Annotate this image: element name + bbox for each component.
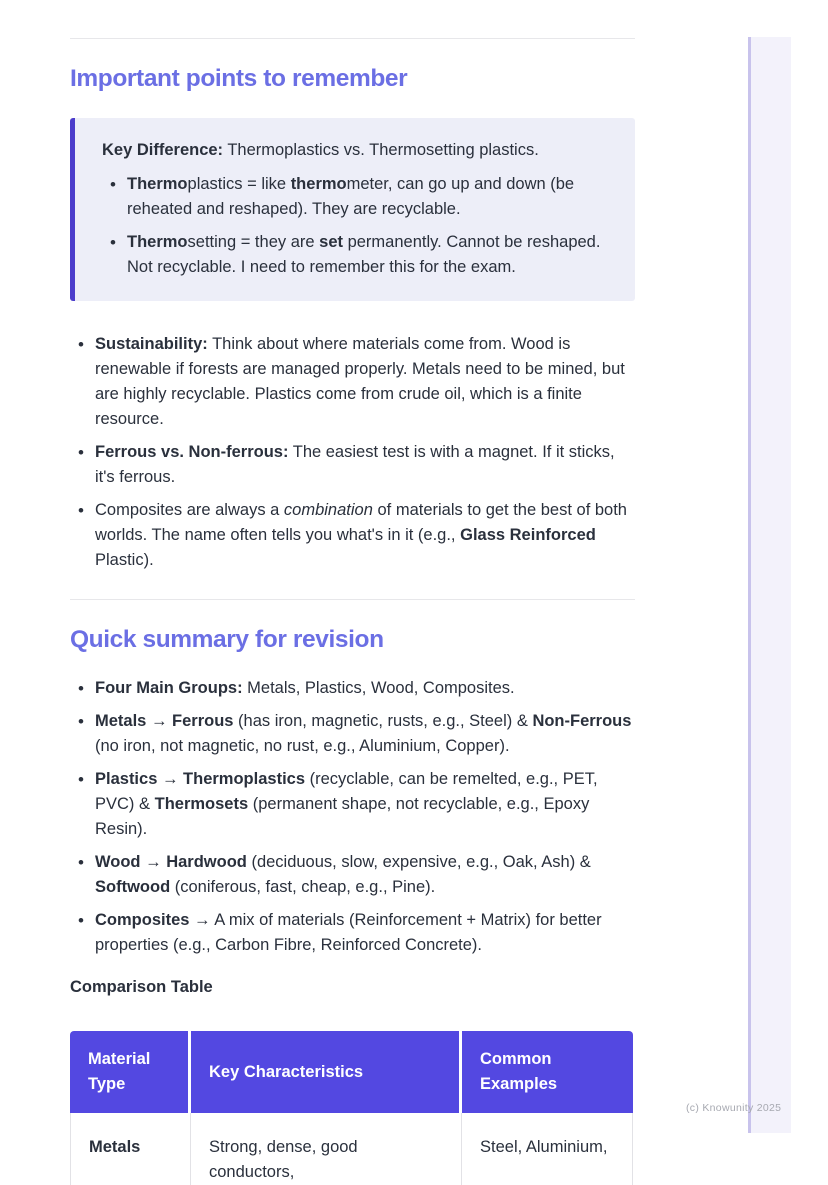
column-header-key-characteristics: Key Characteristics [191, 1031, 462, 1113]
divider [70, 599, 635, 600]
list-item: • Four Main Groups: Metals, Plastics, Wood, Composites. [70, 676, 635, 701]
section-heading-important-points: Important points to remember [70, 65, 408, 92]
list-item: • Composites are always a combination of materials to get the best of both worlds. The name often tells you what's in it (e.g., Glass Reinforced Plastic). [70, 498, 635, 573]
list-item: • Thermoplastics = like thermometer, can go up and down (be reheated and reshaped). They are recyclable. [102, 172, 611, 222]
cell-common-examples: Steel, Aluminium, [462, 1113, 633, 1185]
column-header-common-examples: Common Examples [462, 1031, 633, 1113]
table-row [70, 1113, 633, 1185]
cell-material-type: Metals [70, 1113, 191, 1185]
cell-key-characteristics: Strong, dense, good conductors, [191, 1113, 462, 1185]
comparison-table-label: Comparison Table [70, 978, 213, 996]
key-difference-callout [70, 118, 635, 301]
next-page-edge[interactable] [748, 37, 791, 1133]
list-item: • Ferrous vs. Non-ferrous: The easiest test is with a magnet. If it sticks, it's ferrous. [70, 440, 635, 490]
divider [70, 38, 635, 39]
list-item: • Sustainability: Think about where materials come from. Wood is renewable if forests are managed properly. Metals need to be mined, but are highly recyclable. Plastics come from crude oil, which is a finite resource. [70, 332, 635, 432]
comparison-table [70, 1031, 633, 1185]
list-item: • Plastics → Thermoplastics (recyclable, can be remelted, e.g., PET, PVC) & Thermosets (permanent shape, not recyclable, e.g., Epoxy Resin). [70, 767, 635, 842]
list-item: • Thermosetting = they are set permanently. Cannot be reshaped. Not recyclable. I need to remember this for the exam. [102, 230, 611, 280]
notes-list [70, 332, 635, 573]
column-header-material-type: Material Type [70, 1031, 191, 1113]
section-heading-quick-summary: Quick summary for revision [70, 626, 384, 653]
list-item: • Metals → Ferrous (has iron, magnetic, rusts, e.g., Steel) & Non-Ferrous (no iron, not magnetic, no rust, e.g., Aluminium, Copper). [70, 709, 635, 759]
list-item: • Composites → A mix of materials (Reinforcement + Matrix) for better properties (e.g., Carbon Fibre, Reinforced Concrete). [70, 908, 635, 958]
summary-list [70, 676, 635, 958]
watermark: (c) Knowunity 2025 [686, 1102, 782, 1114]
callout-intro: Key Difference: Thermoplastics vs. Thermosetting plastics. [102, 141, 539, 159]
list-item: • Wood → Hardwood (deciduous, slow, expensive, e.g., Oak, Ash) & Softwood (coniferous, fast, cheap, e.g., Pine). [70, 850, 635, 900]
table-header-row [70, 1031, 633, 1113]
callout-list [102, 172, 611, 280]
document-page [70, 0, 635, 1185]
